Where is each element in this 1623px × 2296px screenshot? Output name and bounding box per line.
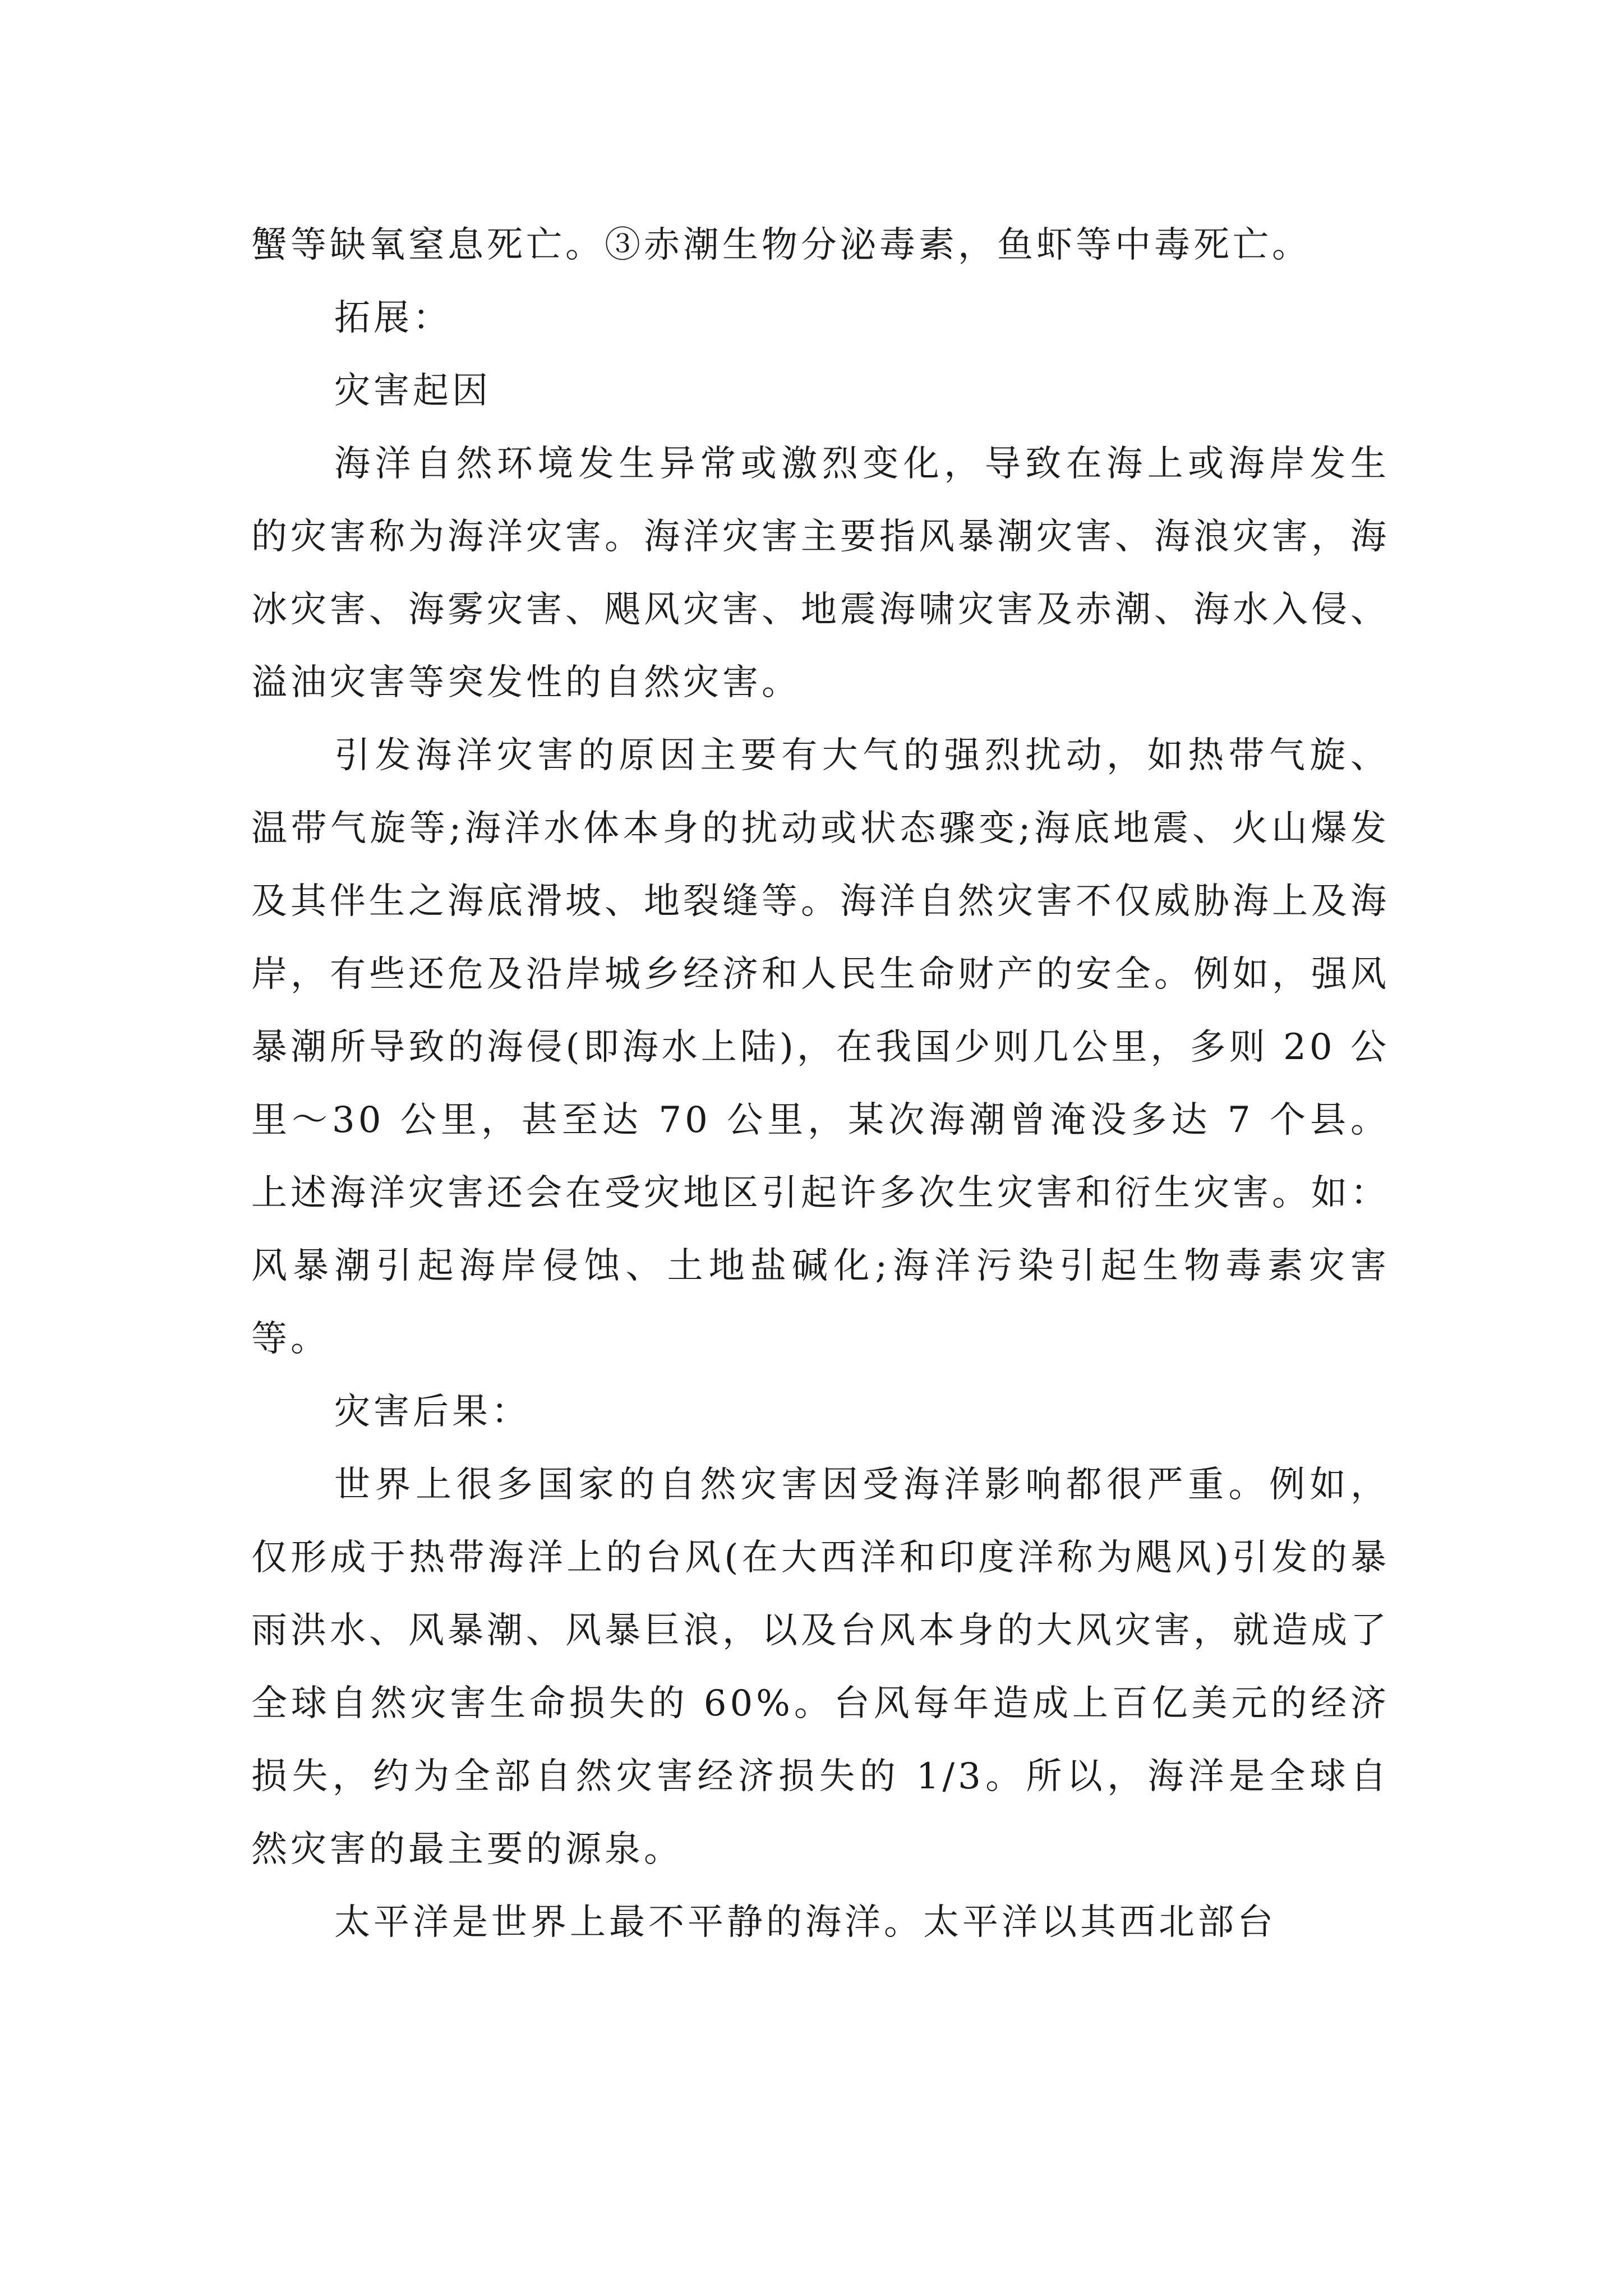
text-body — [251, 209, 1390, 1959]
section-heading-causes: 灾害起因 — [334, 370, 491, 412]
paragraph-definition: 海洋自然环境发生异常或激烈变化，导致在海上或海岸发生的灾害称为海洋灾害。海洋灾害主要指风暴潮灾害、海浪灾害，海冰灾害、海雾灾害、飓风灾害、地震海啸灾害及赤潮、海水入侵、溢油灾害等突发性的自然灾害。 — [251, 443, 1390, 703]
section-heading-consequences: 灾害后果： — [334, 1391, 531, 1433]
paragraph-continuation: 蟹等缺氧窒息死亡。③赤潮生物分泌毒素，鱼虾等中毒死亡。 — [251, 224, 1311, 266]
paragraph-pacific: 太平洋是世界上最不平静的海洋。太平洋以其西北部台 — [334, 1902, 1276, 1943]
paragraph-extension-label: 拓展： — [334, 297, 452, 339]
paragraph-causes: 引发海洋灾害的原因主要有大气的强烈扰动，如热带气旋、温带气旋等;海洋水体本身的扰动或状态骤变;海底地震、火山爆发及其伴生之海底滑坡、地裂缝等。海洋自然灾害不仅威胁海上及海岸，有些还危及沿岸城乡经济和人民生命财产的安全。例如，强风暴潮所导致的海侵(即海水上陆)，在我国少则几公里，多则 20 公里～30 公里，甚至达 70 公里，某次海潮曾淹没多达 7 个县。上述海洋灾害还会在受灾地区引起许多次生灾害和衍生灾害。如：风暴潮引起海岸侵蚀、土地盐碱化;海洋污染引起生物毒素灾害等。 — [251, 735, 1390, 1360]
paragraph-consequences: 世界上很多国家的自然灾害因受海洋影响都很严重。例如，仅形成于热带海洋上的台风(在大西洋和印度洋称为飓风)引发的暴雨洪水、风暴潮、风暴巨浪，以及台风本身的大风灾害，就造成了全球自然灾害生命损失的 60%。台风每年造成上百亿美元的经济损失，约为全部自然灾害经济损失的 1/3。所以，海洋是全球自然灾害的最主要的源泉。 — [251, 1464, 1390, 1870]
